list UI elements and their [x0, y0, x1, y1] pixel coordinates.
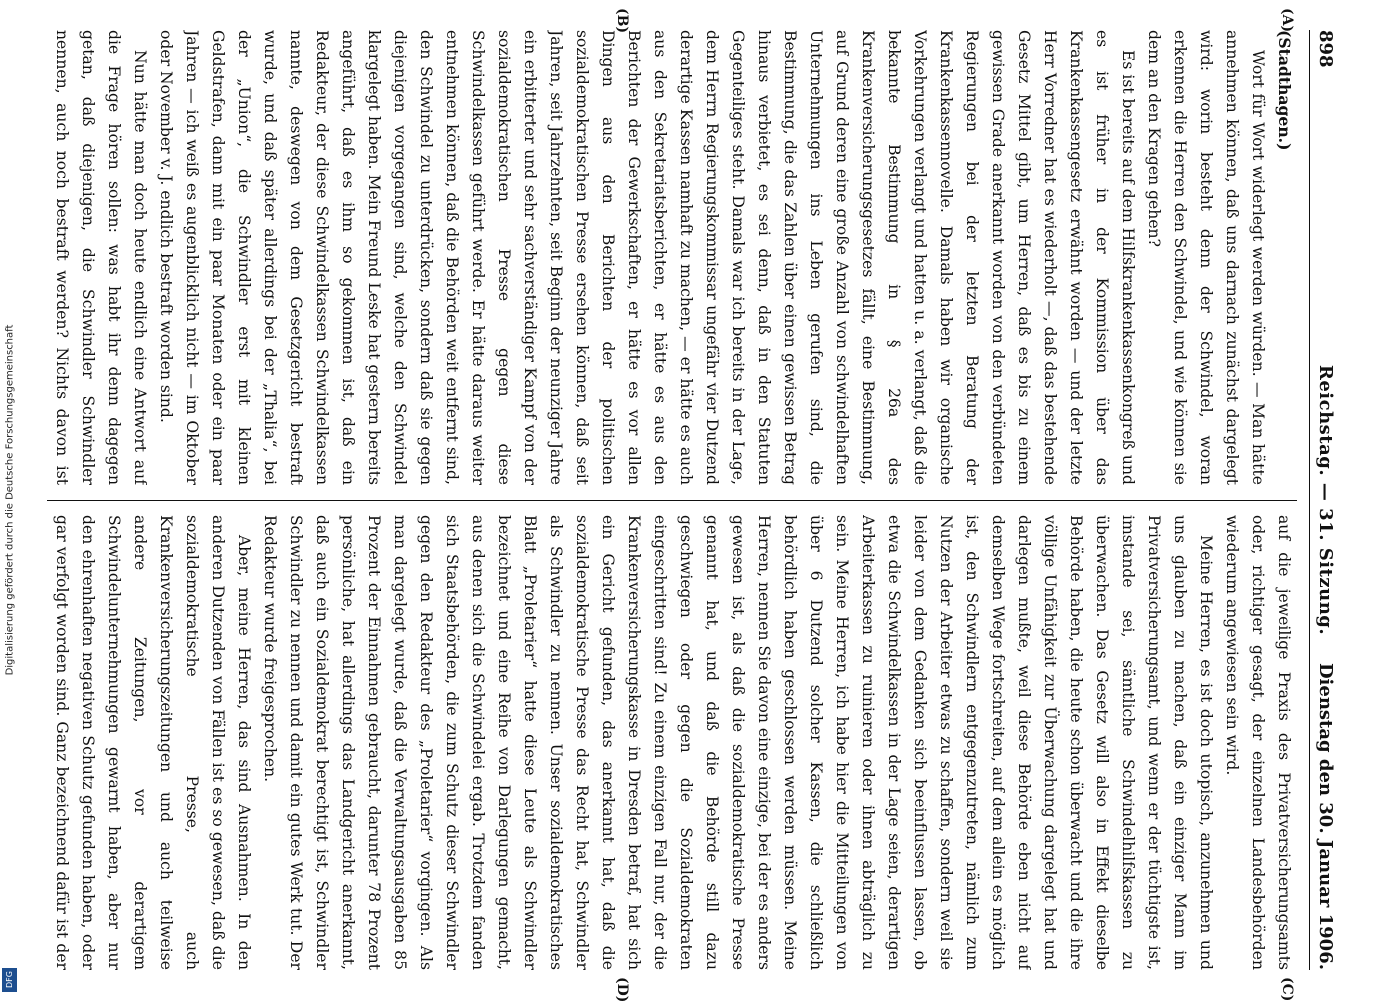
paragraph: Nun hätte man doch heute endlich eine Antwort auf die Frage hören sollen: was habt ihr denn dagegen getan, daß diejenigen, die Schwindler Schwindler nennen, auch noch bestraft werden? Nichts davon ist [53, 30, 149, 485]
page-header [1309, 30, 1340, 970]
paragraph: Es ist bereits auf dem Hilfskrankenkassenkongreß und es ist früher in der Kommission über das Krankenkassengesetz erwähnt worden — und der letzte Herr Vorredner hat es wiederholt —, daß das bestehende Gesetz Mittel gibt, um Herren, daß es bis zu einem gewissen Grade anerkannt worden von den verbündeten Regierungen bei der letzten Beratung der Krankenkassennovelle. Damals haben wir organische Vorkehrungen verlangt und hatten u. a. verlangt, daß die bekannte Bestimmung in § 26a des Krankenversicherungsgesetzes fällt, eine Bestimmung, auf Grund deren eine große Anzahl von schwindelhaften Unternehmungen ins Leben gerufen sind, die Bestimmung, die das Zahlen über einen gewissen Betrag hinaus verbietet, es sei denn, daß in den Statuten Gegenteiliges steht. Damals war ich bereits in der Lage, dem Herrn Regierungskommissar ungefähr vier Dutzend derartige Kassen namhaft zu machen, — er hätte es auch aus den Sekretariatsberichten, er hätte es aus den Berichten der Gewerkschaften, er hätte es vor allen Dingen aus den Berichten der politischen sozialdemokratischen Presse ersehen können, daß seit Jahren, seit Jahrzehnten, seit Beginn der neunziger Jahre ein erbitterter und sehr sachverständiger Kampf von der sozialdemokratischen Presse gegen diese Schwindelkassen geführt werde. Er hätte daraus weiter entnehmen können, daß die Behörden weit entfernt sind, den Schwindel zu unterdrücken, sondern daß sie gegen diejenigen vorgegangen sind, welche den Schwindel klargelegt haben. Mein Freund Leske hat gestern bereits angeführt, daß es ihm so gekommen ist, daß ein Redakteur, der diese Schwindelkassen Schwindelkassen nannte, deswegen von dem Gesetzgericht bestraft wurde, und daß später allerdings bei der „Thalia“, bei der „Union“, die Schwindler erst mit kleinen Geldstrafen, dann mit ein paar Monaten oder ein paar Jahren — ich weiß es augenblicklich nicht — im Oktober oder November v. J. endlich bestraft worden sind. [157, 30, 1137, 485]
dfg-logo: DFG [2, 968, 17, 992]
paragraph: Aber, meine Herren, das sind Ausnahmen. In den anderen Dutzenden von Fällen ist es so gewesen, daß die sozialdemokratische Presse, auch Krankenversicherungszeitungen und auch teilweise andere Zeitungen, vor derartigem Schwindelunternehmungen gewarnt haben, aber nur den ehrenhaften negativen Schutz gefunden haben, oder gar verfolgt worden sind. Ganz bezeichnend dafür ist der [53, 515, 253, 970]
paragraph: Meine Herren, es ist doch utopisch, anzunehmen und uns glauben zu machen, daß ein einziger Mann im Privatversicherungsamt, und wenn er der tüchtigste ist, imstande sei, sämtliche Schwindelhilfskassen zu überwachen. Das Gesetz will also in Effekt dieselbe Behörde haben, die heute schon überwacht und die ihre völlige Unfähigkeit zur Überwachung dargelegt hat und darlegen mußte, weil diese Behörde eben nicht auf demselben Wege fortschreiten, auf dem allein es möglich ist, den Schwindlern entgegenzutreten, nämlich zum Nutzen der Arbeiter etwas zu schaffen, sondern weil sie leider von dem Gedanken sich beeinflussen lassen, ob etwa die Schwindelkassen in der Lage seien, derartigen Arbeiterkassen zu ruinieren oder ihnen abträglich zu sein. Meine Herren, ich habe hier die Mitteilungen von über 6 Dutzend solcher Kassen, die schließlich behördlich haben geschlossen werden müssen. Meine Herren, nennen Sie davon eine einzige, bei der es anders gewesen ist, als daß die sozialdemokratische Presse genannt hat, und daß die Behörde still dazu geschwiegen oder gegen die Sozialdemokraten eingeschritten sind! Zu einem einzigen Fall nur, der die Krankenversicherungskasse in Dresden betraf, hat sich ein Gericht gefunden, das anerkannt hat, daß die sozialdemokratische Presse das Recht hat, Schwindler als Schwindler zu nennen. Unser sozialdemokratisches Blatt „Proletarier“ hatte diese Leute als Schwindler bezeichnet und eine Reihe von Darlegungen gemacht, aus denen sich die Schwindelei ergab. Trotzdem fanden sich Staatsbehörden, die zum Schutz dieser Schwindler gegen den Redakteur des „Proletarier“ vorgingen. Als man dargelegt wurde, daß die Verwaltungsausgaben 85 Prozent der Einnahmen gebraucht, darunter 78 Prozent persönliche, hat allerdings das Landgericht anerkannt, daß auch ein Sozialdemokrat berechtigt ist, Schwindler Schwindler zu nennen und damit ein gutes Werk tut. Der Redakteur wurde freigesprochen. [261, 515, 1215, 970]
margin-mark-d: (D) [614, 977, 630, 1002]
page-title: Reichstag. — 31. Sitzung. [1315, 364, 1336, 636]
paragraph: Wort für Wort widerlegt werden würden. — Man hätte annehmen können, daß uns darnach zunächst dargelegt wird: worin besteht denn der Schwindel, woran erkennen die Herren den Schwindel, und wie können sie dem an den Kragen gehen? [1145, 30, 1267, 485]
paragraph: auf die jeweilige Praxis des Privatversicherungsamts oder, richtiger gesagt, der einzelnen Landesbehörden wiederum angewiesen sein wird. [1223, 515, 1293, 970]
left-text-column [47, 30, 1297, 485]
margin-mark-b: (B) [614, 8, 630, 34]
margin-mark-c: (C) [1279, 977, 1295, 1002]
page-number: 898 [1315, 30, 1336, 68]
column-divider [47, 500, 1297, 501]
speaker-name: (Stadthagen.) [1275, 30, 1294, 151]
digitization-credit [0, 0, 20, 1000]
right-text-column [47, 515, 1297, 970]
margin-mark-a: (A) [1279, 8, 1295, 33]
rotated-document-page [25, 0, 1355, 1000]
session-date: Dienstag den 30. Januar 1906. [1315, 662, 1336, 970]
digitization-credit-text: Digitalisierung gefördert durch die Deutsche Forschungsgemeinschaft [4, 324, 16, 676]
